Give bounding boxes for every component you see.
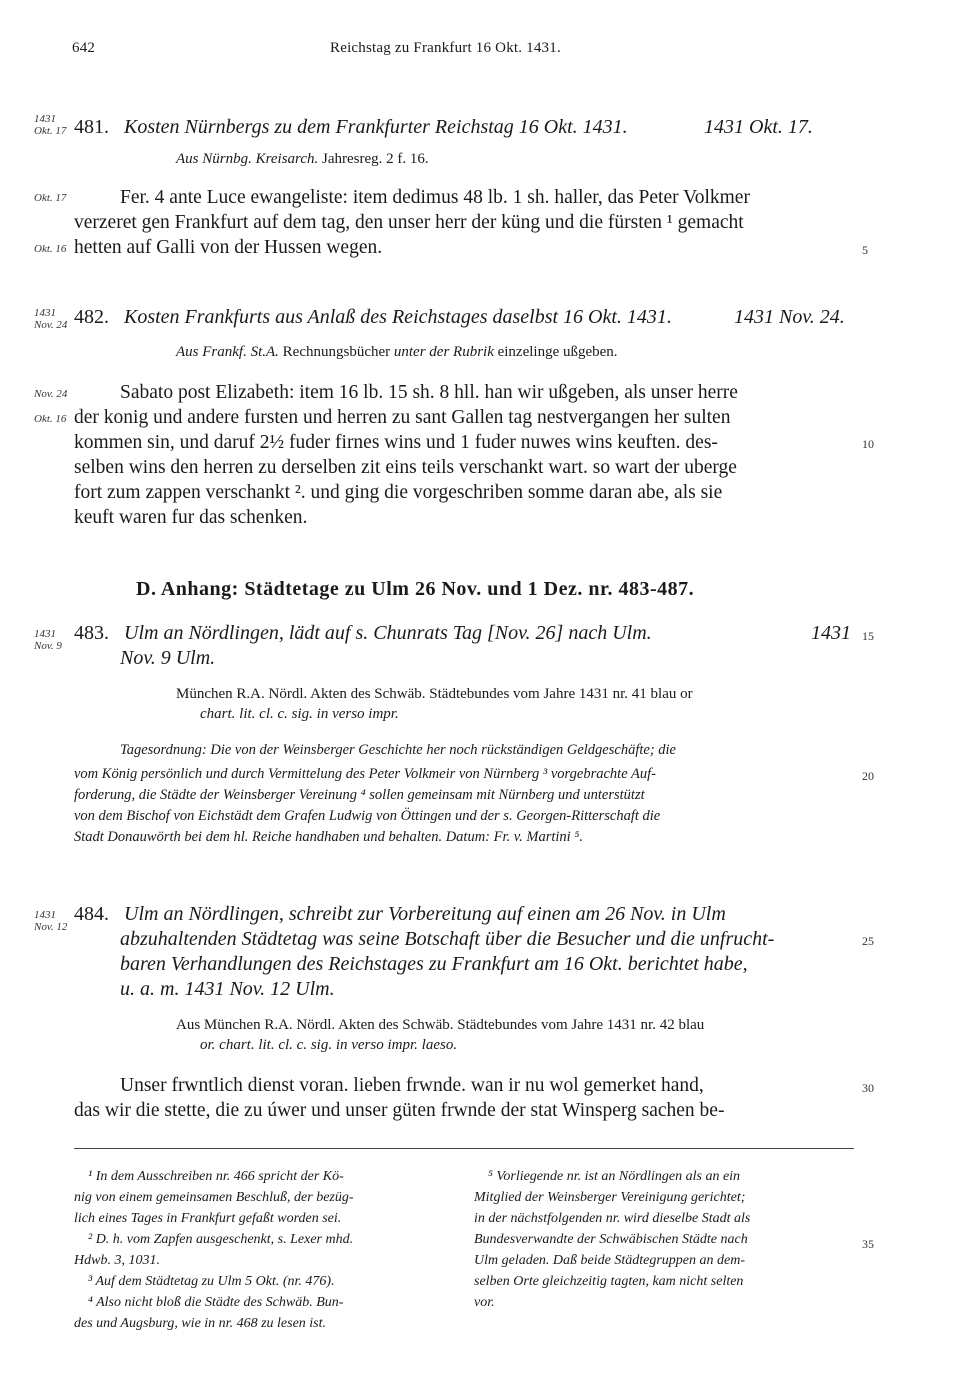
doc-date-481: 1431 Okt. 17.	[704, 116, 813, 138]
page-number: 642	[72, 40, 96, 56]
agenda-line: von dem Bischof von Eichstädt dem Grafen Ludwig von Öttingen und der s. Georgen-Ritterschaft die	[74, 808, 661, 824]
section-heading: D. Anhang: Städtetage zu Ulm 26 Nov. und 1 Dez. nr. 483-487.	[136, 578, 695, 600]
footnote-line: ² D. h. vom Zapfen ausgeschenkt, s. Lexer mhd.	[88, 1232, 354, 1247]
doc-number-481: 481.	[74, 116, 109, 138]
footnote-line: vor.	[474, 1295, 495, 1310]
footnote-line: selben Orte gleichzeitig tagten, kam nicht selten	[474, 1274, 744, 1289]
footnote-line: in der nächstfolgenden nr. wird dieselbe Stadt als	[474, 1211, 751, 1226]
source-ref2: einzelinge ußgeben.	[497, 344, 618, 360]
text-line: Sabato post Elizabeth: item 16 lb. 15 sh. 8 hll. han wir ußgeben, als unser herre	[120, 382, 738, 403]
source-ref: Rechnungsbücher	[282, 344, 391, 360]
text-line: verzeret gen Frankfurt auf dem tag, den unser herr der küng und die fürsten ¹ gemacht	[74, 212, 744, 233]
text-line: fort zum zappen verschankt ². und ging die vorgeschriben somme daran abe, als sie	[74, 482, 723, 503]
margin-year: 1431	[34, 307, 56, 319]
line-number: 20	[862, 769, 874, 783]
line-number: 30	[862, 1081, 874, 1095]
source-484-line2: or. chart. lit. cl. c. sig. in verso impr. laeso.	[200, 1037, 458, 1053]
agenda-line: forderung, die Städte der Weinsberger Vereinung ⁴ sollen gemeinsam mit Nürnberg und unterstützt	[74, 787, 645, 803]
line-number: 25	[862, 934, 874, 948]
footnote-line: Hdwb. 3, 1031.	[74, 1253, 160, 1268]
doc-title-484-cont: baren Verhandlungen des Reichstages zu Frankfurt am 16 Okt. berichtet habe,	[120, 953, 748, 975]
text-line: keuft waren fur das schenken.	[74, 507, 308, 528]
line-number: 15	[862, 629, 874, 643]
margin-date-482	[34, 307, 67, 331]
source-484-line1: Aus München R.A. Nördl. Akten des Schwäb. Städtebundes vom Jahre 1431 nr. 42 blau	[176, 1017, 705, 1033]
doc-date-483: 1431	[811, 622, 851, 644]
text-line: der konig und andere fursten und herren zu sant Gallen tag nestvergangen her sulten	[74, 407, 731, 428]
margin-day: Nov. 24	[34, 319, 68, 331]
line-number: 35	[862, 1237, 874, 1251]
margin-date-484	[34, 909, 67, 933]
doc-title-482: Kosten Frankfurts aus Anlaß des Reichstages daselbst 16 Okt. 1431.	[124, 306, 672, 328]
doc-number-483: 483.	[74, 622, 109, 644]
margin-day: Okt. 17	[34, 125, 67, 137]
doc-date-482: 1431 Nov. 24.	[734, 306, 845, 328]
source-483-line2: chart. lit. cl. c. sig. in verso impr.	[200, 706, 399, 722]
doc-title-484-cont: abzuhaltenden Städtetag was seine Botschaft über die Besucher und die unfrucht-	[120, 928, 775, 950]
text-line: selben wins den herren zu derselben zit eins teils verschankt wart. so wart der uberge	[74, 457, 737, 478]
source-note: unter der Rubrik	[393, 344, 494, 360]
margin-day: Nov. 12	[34, 921, 68, 933]
source-archive: Aus Frankf. St.A.	[176, 344, 279, 360]
doc-number-484: 484.	[74, 903, 109, 925]
doc-number-482: 482.	[74, 306, 109, 328]
source-482	[176, 344, 618, 361]
footnote-line: ¹ In dem Ausschreiben nr. 466 spricht der Kö-	[88, 1169, 344, 1184]
text-line: das wir die stette, die zu úwer und unser güten frwnde der stat Winsperg sachen be-	[74, 1100, 725, 1121]
doc-title-484: Ulm an Nördlingen, schreibt zur Vorbereitung auf einen am 26 Nov. in Ulm	[124, 903, 726, 925]
margin-year: 1431	[34, 628, 56, 640]
margin-year: 1431	[34, 113, 56, 125]
margin-day: Nov. 9	[34, 640, 62, 652]
footnote-line: lich eines Tages in Frankfurt gefaßt worden sei.	[74, 1211, 342, 1226]
text-line: hetten auf Galli von der Hussen wegen.	[74, 237, 383, 258]
source-archive: Aus Nürnbg. Kreisarch.	[176, 151, 319, 167]
footnote-line: Bundesverwandte der Schwäbischen Städte nach	[474, 1232, 748, 1247]
footnote-line: ⁵ Vorliegende nr. ist an Nördlingen als an ein	[488, 1169, 741, 1184]
footnote-line: Ulm geladen. Daß beide Städtegruppen an dem-	[474, 1253, 745, 1268]
text-line: kommen sin, und daruf 2½ fuder firnes wins und 1 fuder nuwes wins keuften. des-	[74, 432, 718, 453]
footnote-line: des und Augsburg, wie in nr. 468 zu lesen ist.	[74, 1316, 327, 1331]
footnote-line: nig von einem gemeinsamen Beschluß, der bezüg-	[74, 1190, 354, 1205]
source-483-line1: München R.A. Nördl. Akten des Schwäb. Städtebundes vom Jahre 1431 nr. 41 blau or	[176, 686, 693, 702]
running-title: Reichstag zu Frankfurt 16 Okt. 1431.	[330, 40, 561, 56]
margin-note-482-a: Nov. 24	[34, 388, 68, 400]
agenda-line: vom König persönlich und durch Vermittelung des Peter Volkmeir von Nürnberg ³ vorgebrachte Auf-	[74, 766, 656, 782]
text-line: Unser frwntlich dienst voran. lieben frwnde. wan ir nu wol gemerket hand,	[120, 1075, 704, 1096]
agenda-line: Tagesordnung: Die von der Weinsberger Geschichte her noch rückständigen Geldgeschäfte; die	[120, 742, 676, 758]
doc-title-484-cont: u. a. m. 1431 Nov. 12 Ulm.	[120, 978, 335, 1000]
footnote-rule	[74, 1148, 854, 1149]
footnote-line: ⁴ Also nicht bloß die Städte des Schwäb. Bun-	[88, 1295, 344, 1310]
line-number: 10	[862, 437, 874, 451]
footnote-line: ³ Auf dem Städtetag zu Ulm 5 Okt. (nr. 476).	[88, 1274, 335, 1289]
margin-year: 1431	[34, 909, 56, 921]
text-line: Fer. 4 ante Luce ewangeliste: item dedimus 48 lb. 1 sh. haller, das Peter Volkmer	[120, 187, 750, 208]
doc-title-483-cont: Nov. 9 Ulm.	[120, 647, 216, 669]
margin-note-481-b: Okt. 16	[34, 243, 67, 255]
margin-note-482-b: Okt. 16	[34, 413, 67, 425]
line-number: 5	[862, 243, 868, 257]
margin-date-481	[34, 113, 66, 137]
doc-title-483: Ulm an Nördlingen, lädt auf s. Chunrats Tag [Nov. 26] nach Ulm.	[124, 622, 652, 644]
source-ref: Jahresreg. 2 f. 16.	[321, 151, 429, 167]
margin-note-481-a: Okt. 17	[34, 192, 67, 204]
margin-date-483	[34, 628, 62, 652]
source-481	[176, 151, 429, 168]
footnote-line: Mitglied der Weinsberger Vereinigung gerichtet;	[474, 1190, 746, 1205]
agenda-line: Stadt Donauwörth bei dem hl. Reiche handhaben und behalten. Datum: Fr. v. Martini ⁵.	[74, 829, 583, 845]
doc-title-481: Kosten Nürnbergs zu dem Frankfurter Reichstag 16 Okt. 1431.	[124, 116, 628, 138]
